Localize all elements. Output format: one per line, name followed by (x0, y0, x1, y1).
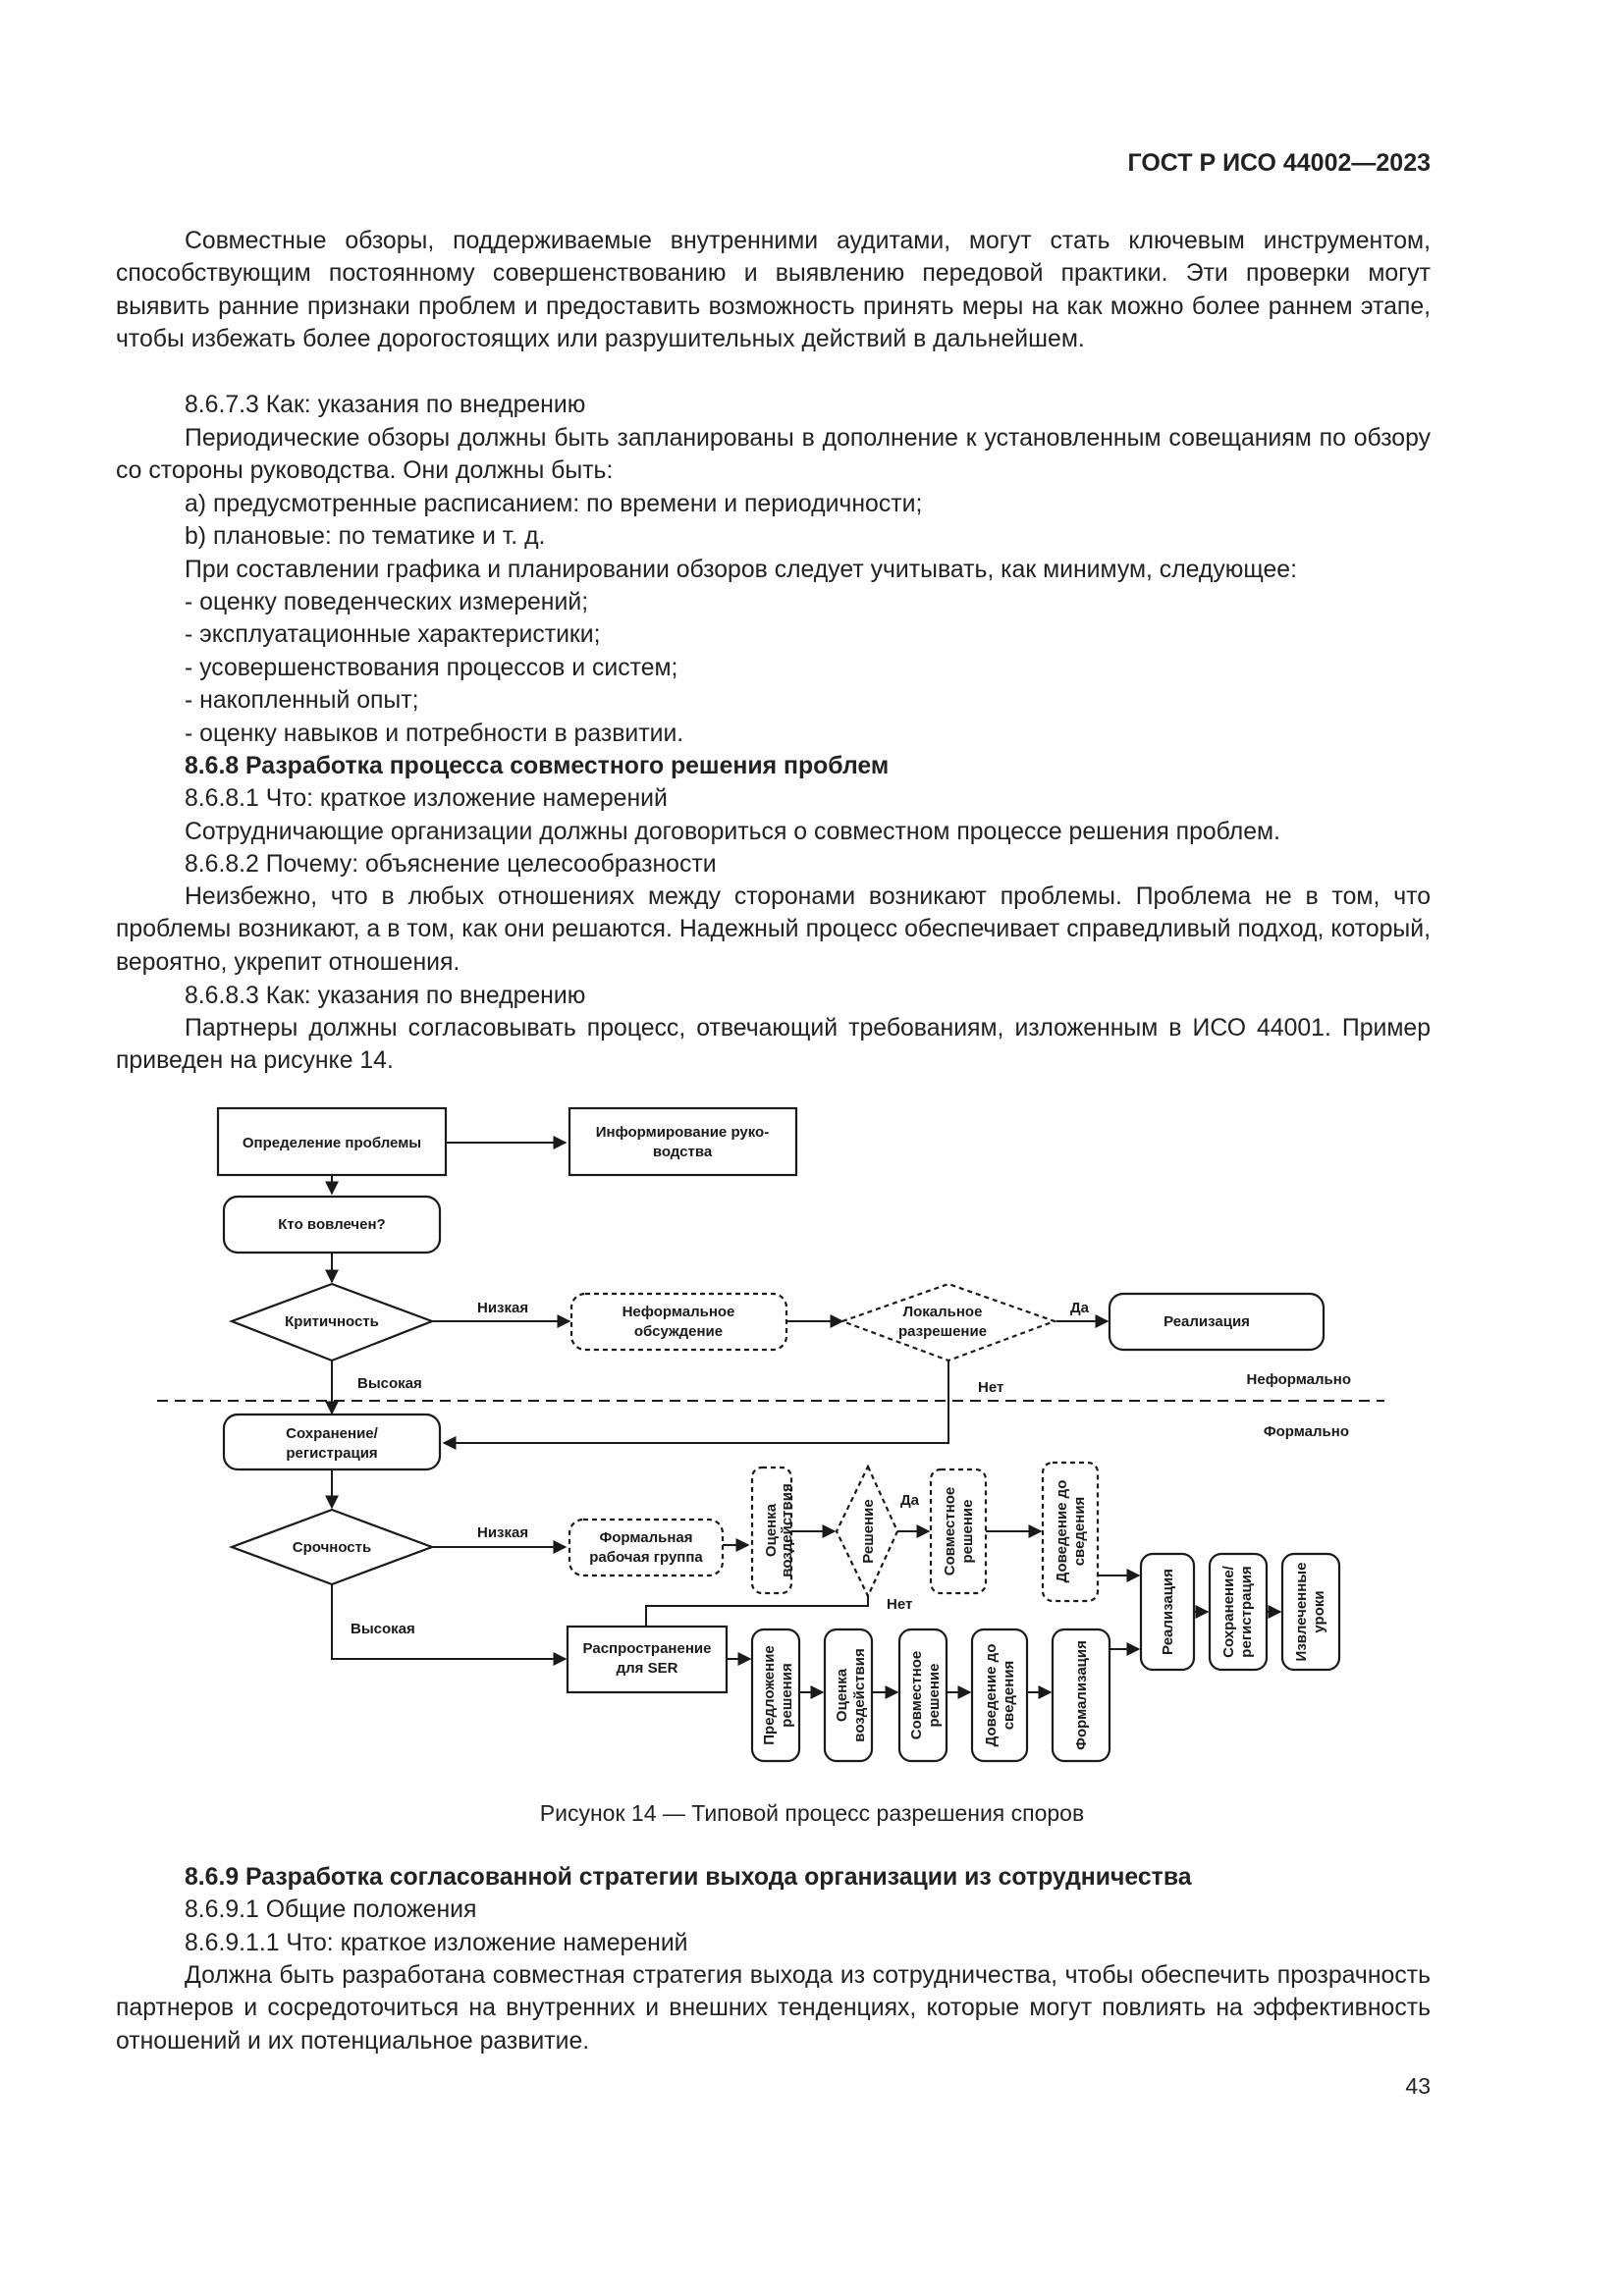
save-register-2-label: регистрация (1238, 1566, 1255, 1658)
list-item: b) плановые: по тематике и т. д. (185, 523, 546, 551)
formal-working-group-label: рабочая группа (589, 1549, 703, 1566)
who-involved-label: Кто вовлечен? (278, 1216, 386, 1233)
formal-zone-label: Формально (1263, 1423, 1349, 1440)
section-heading-8-6-8-1: 8.6.8.1 Что: краткое изложение намерений (185, 785, 668, 812)
impact-assessment-2-label: Оценка (834, 1668, 850, 1723)
edge-label-yes: Да (1070, 1300, 1090, 1316)
list-item: - оценку поведенческих измерений; (185, 589, 589, 615)
communicate-label: сведения (1071, 1496, 1088, 1567)
informal-discussion-label: обсуждение (633, 1323, 724, 1340)
section-heading-8-6-8: 8.6.8 Разработка процесса совместного решения проблем (185, 753, 890, 779)
section-heading-8-6-9-1-1: 8.6.9.1.1 Что: краткое изложение намерений (185, 1930, 688, 1956)
decision-label: Решение (860, 1499, 877, 1564)
communicate-2-label: сведения (1001, 1660, 1017, 1731)
paragraph: Сотрудничающие организации должны договориться о совместном процессе решения проблем. (185, 819, 1280, 845)
propose-solution-label: Предложение (761, 1645, 778, 1745)
ser-distribution-label: Распространение (582, 1640, 712, 1657)
save-register-label: Сохранение/ (286, 1425, 378, 1442)
define-problem-label: Определение проблемы (242, 1135, 422, 1151)
section-heading-8-6-9: 8.6.9 Разработка согласованной стратегии выхода организации из сотрудничества (185, 1864, 1192, 1891)
lessons-learned-label: Извлеченные (1293, 1562, 1310, 1662)
list-item: - оценку навыков и потребности в развитии. (185, 720, 684, 747)
list-item: - эксплуатационные характеристики; (185, 621, 601, 649)
paragraph: Неизбежно, что в любых отношениях между сторонами возникают проблемы. Проблема не в том, что проблемы возникают, а в том, как они решаются. Надежный процесс обеспечивает справедливый подход, который, вероятно, укрепит отношения. (116, 883, 1431, 976)
joint-decision-node (931, 1469, 986, 1593)
paragraph: Должна быть разработана совместная стратегия выхода из сотрудничества, чтобы обеспечить прозрачность партнеров и сосредоточиться на внутренних и внешних тенденциях, которые могут повлиять на эффективность отношений и их потенциальное развитие. (116, 1962, 1431, 2055)
edge-label-low: Низкая (477, 1524, 529, 1541)
local-resolution-label: Локальное (902, 1304, 983, 1320)
section-heading-8-6-8-3: 8.6.8.3 Как: указания по внедрению (185, 983, 586, 1009)
save-register-label: регистрация (286, 1445, 378, 1462)
edge-label-no: Нет (887, 1596, 913, 1613)
informal-discussion-label: Неформальное (622, 1304, 735, 1320)
formalization-label: Формализация (1073, 1640, 1090, 1750)
paragraph: При составлении графика и планировании обзоров следует учитывать, как минимум, следующее: (185, 557, 1297, 583)
impact-assessment-label: воздействия (779, 1483, 795, 1577)
communicate-2-label: Доведение до (983, 1643, 1000, 1747)
inform-management-node (569, 1108, 796, 1175)
ser-distribution-label: для SER (616, 1660, 678, 1677)
informal-zone-label: Неформально (1246, 1371, 1351, 1388)
edge-label-high: Высокая (351, 1621, 415, 1637)
local-resolution-node (842, 1284, 1055, 1361)
paragraph: Совместные обзоры, поддерживаемые внутренними аудитами, могут стать ключевым инструментом, способствующим постоянному совершенствованию и выявлению передовой практики. Эти проверки могут выявить ранние признаки проблем и предоставить возможность принять меры на как можно более раннем этапе, чтобы избежать более дорогостоящих или разрушительных действий в дальнейшем. (116, 228, 1431, 353)
propose-solution-label: решения (779, 1663, 795, 1728)
communicate-label: Доведение до (1054, 1479, 1070, 1583)
local-resolution-label: разрешение (897, 1323, 988, 1340)
edge-label-low: Низкая (477, 1300, 529, 1316)
document-id: ГОСТ Р ИСО 44002—2023 (1127, 149, 1431, 177)
impact-assessment-2-label: воздействия (851, 1648, 868, 1742)
inform-management-label: Информирование руко- (595, 1124, 770, 1141)
figure-caption: Рисунок 14 — Типовой процесс разрешения споров (539, 1800, 1085, 1826)
impact-assessment-label: Оценка (763, 1503, 780, 1558)
criticality-label: Критичность (285, 1313, 379, 1330)
list-item: - накопленный опыт; (185, 687, 419, 715)
communicate-node (1043, 1463, 1098, 1601)
formal-working-group-node (569, 1520, 723, 1575)
page-number: 43 (1405, 2073, 1431, 2099)
edge-label-no: Нет (978, 1379, 1004, 1396)
joint-decision-label: решение (959, 1499, 976, 1564)
joint-decision-label: Совместное (942, 1486, 958, 1576)
realization-top-label: Реализация (1164, 1313, 1250, 1330)
joint-decision-2-label: Совместное (908, 1650, 925, 1740)
section-heading-8-6-9-1: 8.6.9.1 Общие положения (185, 1896, 477, 1923)
edge-label-high: Высокая (357, 1375, 422, 1392)
informal-discussion-node (571, 1294, 786, 1350)
edge-label-yes: Да (900, 1492, 920, 1509)
lessons-learned-label: уроки (1311, 1590, 1327, 1633)
inform-management-label: водства (652, 1144, 713, 1160)
joint-decision-2-label: решение (926, 1663, 943, 1728)
realization-label: Реализация (1160, 1569, 1176, 1655)
save-register-2-label: Сохранение/ (1220, 1566, 1237, 1658)
list-item: a) предусмотренные расписанием: по времени и периодичности; (185, 491, 923, 517)
section-heading-8-6-8-2: 8.6.8.2 Почему: объяснение целесообразности (185, 851, 717, 878)
formal-working-group-label: Формальная (599, 1529, 693, 1546)
list-item: - усовершенствования процессов и систем; (185, 654, 678, 681)
section-heading-8-6-7-3: 8.6.7.3 Как: указания по внедрению (185, 392, 586, 418)
paragraph: Партнеры должны согласовывать процесс, отвечающий требованиям, изложенным в ИСО 44001. Пример приведен на рисунке 14. (116, 1015, 1431, 1075)
urgency-label: Срочность (292, 1539, 372, 1556)
communicate-2-node (972, 1629, 1027, 1761)
paragraph: Периодические обзоры должны быть запланированы в дополнение к установленным совещаниям по обзору со стороны руководства. Они должны быть: (116, 425, 1431, 485)
